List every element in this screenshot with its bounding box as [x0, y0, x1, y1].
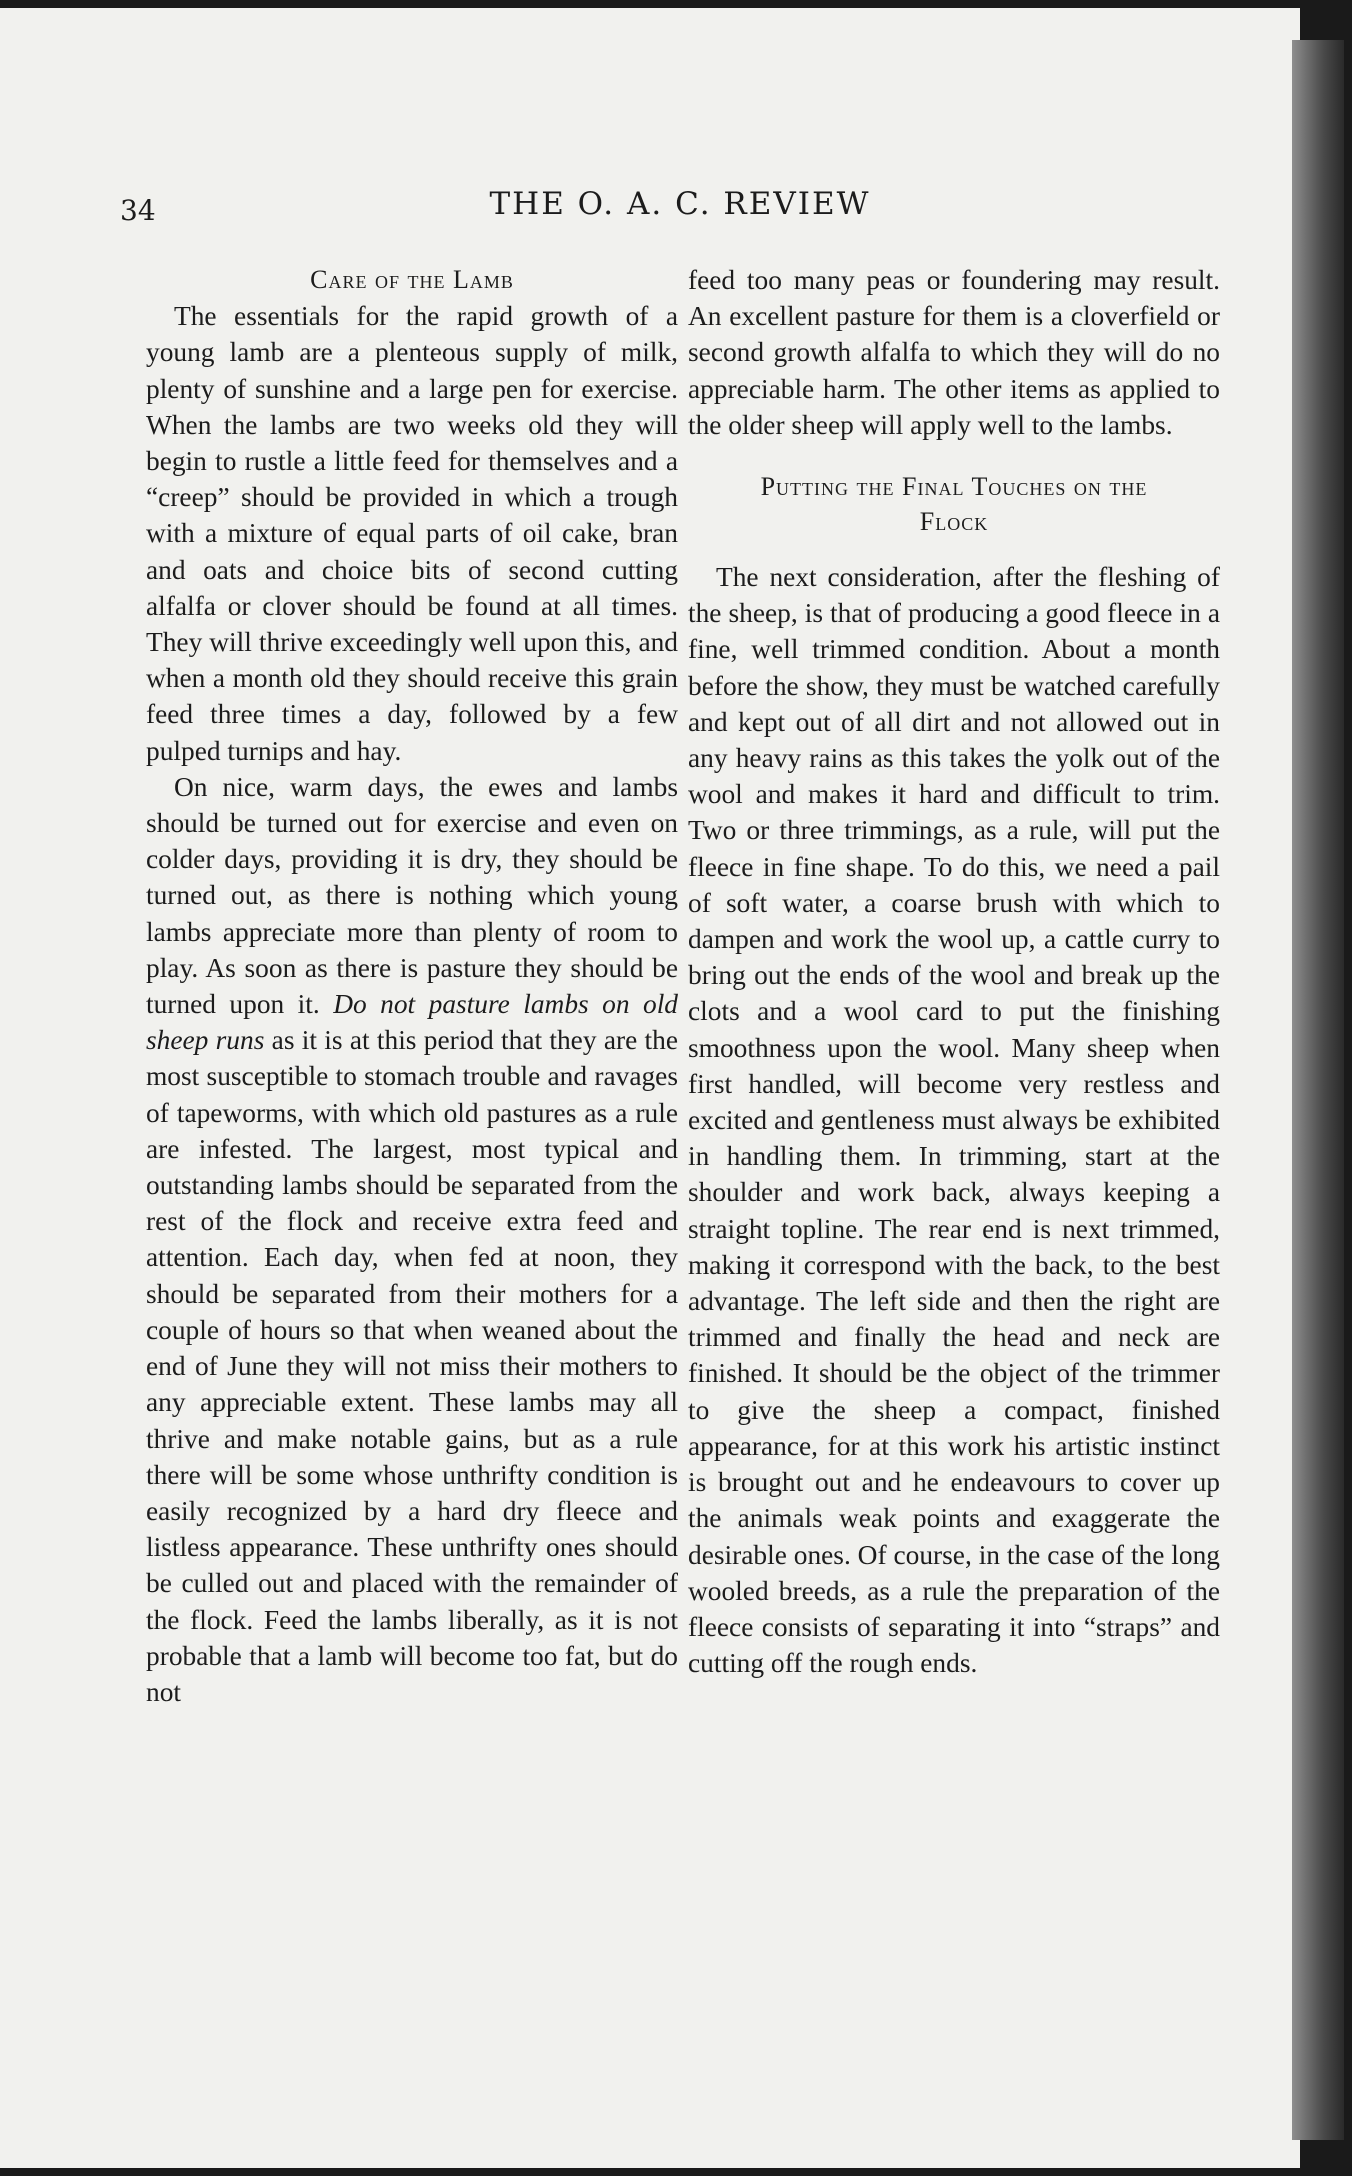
paragraph-lamb-pasture-text-1: On nice, warm days, the ewes and lambs should be turned out for exercise and even on colder days, providing it is dry, they should be turned out, as there is nothing which young lambs appreciate more than plenty of room to play. As soon as there is pasture they should be turned upon it. — [146, 771, 678, 1020]
paragraph-lamb-pasture — [146, 769, 678, 1710]
heading-line-2: Flock — [919, 507, 989, 537]
section-heading-final-touches — [688, 469, 1220, 539]
paragraph-continued: feed too many peas or foundering may result. An excellent pasture for them is a cloverfield or second growth alfalfa to which they will do no appreciable harm. The other items as applied to the older sheep will apply well to the lambs. — [688, 265, 1220, 440]
right-column — [688, 262, 1220, 1681]
heading-line-1: Putting the Final Touches on the — [760, 472, 1148, 502]
page-header — [120, 186, 1240, 236]
left-column — [146, 262, 678, 1710]
paragraph-lamb-essentials: The essentials for the rapid growth of a young lamb are a plenteous supply of milk, plenty of sunshine and a large pen for exercise. When the lambs are two weeks old they will begin to rustle a little feed for themselves and a “creep” should be provided in which a trough with a mixture of equal parts of oil cake, bran and oats and choice bits of second cutting alfalfa or clover should be found at all times. They will thrive exceedingly well upon this, and when a month old they should receive this grain feed three times a day, followed by a few pulped turnips and hay. — [146, 301, 678, 766]
section-heading-care-of-lamb: Care of the Lamb — [310, 265, 514, 294]
paragraph-fleece-trimming: The next consideration, after the fleshing of the sheep, is that of producing a good fleece in a fine, well trimmed condition. About a month before the show, they must be watched carefully and kept out of all dirt and not allowed out in any heavy rains as this takes the yolk out of the wool and makes it hard and difficult to trim. Two or three trimmings, as a rule, will put the fleece in fine shape. To do this, we need a pail of soft water, a coarse brush with which to dampen and work the wool up, a cattle curry to bring out the ends of the wool and break up the clots and a wool card to put the finishing smoothness upon the wool. Many sheep when first handled, will become very restless and excited and gentleness must always be exhibited in handling them. In trimming, start at the shoulder and work back, always keeping a straight topline. The rear end is next trimmed, making it correspond with the back, to the best advantage. The left side and then the right are trimmed and finally the head and neck are finished. It should be the object of the trimmer to give the sheep a compact, finished appearance, for at this work his artistic instinct is brought out and he endeavours to cover up the animals weak points and exaggerate the desirable ones. Of course, in the case of the long wooled breeds, as a rule the preparation of the fleece consists of separating it into “straps” and cutting off the rough ends. — [688, 562, 1220, 1679]
paragraph-lamb-pasture-text-2: as it is at this period that they are the most susceptible to stomach trouble and ravages of tapeworms, with which old pastures as a rule are infested. The largest, most typical and outstanding lambs should be separated from the rest of the flock and receive extra feed and attention. Each day, when fed at noon, they should be separated from their mothers for a couple of hours so that when weaned about the end of June they will not miss their mothers to any appreciable extent. These lambs may all thrive and make notable gains, but as a rule there will be some whose unthrifty condition is easily recognized by a hard dry fleece and listless appearance. These unthrifty ones should be culled out and placed with the remainder of the flock. Feed the lambs liberally, as it is not probable that a lamb will become too fat, but do not — [146, 1025, 679, 1707]
running-title: THE O. A. C. REVIEW — [489, 186, 871, 222]
page-number: 34 — [120, 194, 156, 227]
italic-warning: Do not pasture lambs on old sheep runs — [146, 989, 678, 1056]
page-edge-shadow — [1292, 40, 1344, 2140]
